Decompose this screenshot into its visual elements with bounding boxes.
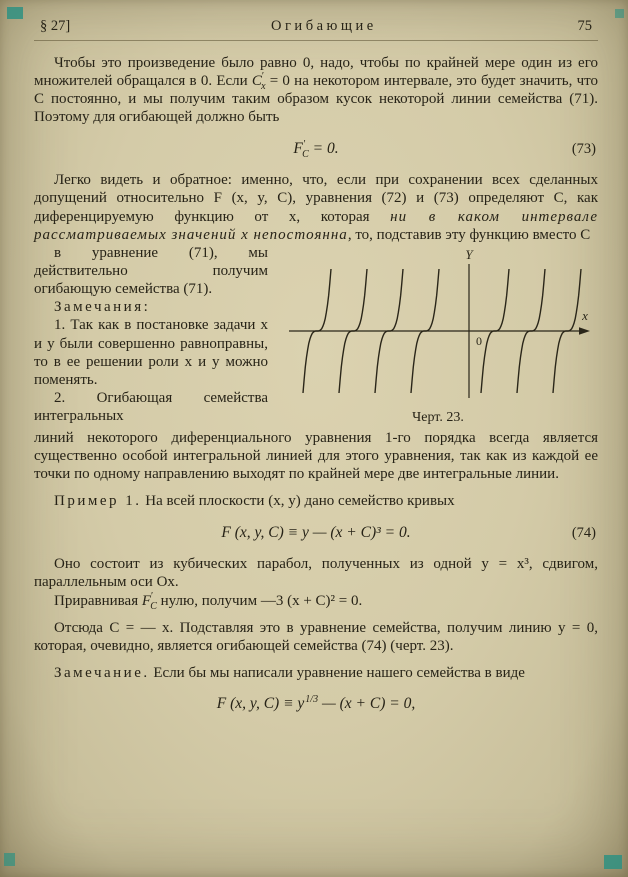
paragraph-3	[34, 429, 598, 483]
equation-73	[34, 140, 598, 159]
figure-23-svg	[281, 246, 595, 404]
text-run: , то, подставив эту функцию вместо C	[347, 226, 591, 243]
text-run: Замечания:	[54, 299, 151, 316]
paragraph-6	[34, 592, 598, 610]
prime-mark: ′	[302, 138, 306, 150]
text-run: 1. Так как в постановке задачи x и y были совершенно равноправны, то в ее решении роли x и y можно поменять.	[34, 317, 268, 388]
x-axis-arrow	[579, 327, 590, 335]
paragraph-7	[34, 619, 598, 655]
paragraph-2	[34, 171, 598, 244]
example-label: Пример 1.	[54, 493, 142, 510]
text-run: нулю, получим —3 (x + C)² = 0.	[156, 592, 363, 609]
scan-artifact-top-left	[7, 7, 23, 19]
page-header	[34, 16, 598, 41]
note-label: Замечание.	[54, 664, 150, 681]
text-run: = 0 на некотором интервале, это будет значить, что C постоянно, и мы получим таким образом кусок некоторой линии семейства (71). Поэтому для огибающей должно быть	[34, 73, 598, 126]
equation-number: (73)	[571, 140, 596, 157]
example-paragraph	[34, 492, 598, 510]
text-run: Легко видеть и обратное: именно, что, если при сохранении всех сделанных допущений относительно F (x, y, C), уравнения (72) и (73) определяют C, как диференцируемую функцию от x, которая	[34, 172, 598, 225]
paragraph-1	[34, 54, 598, 127]
prime-mark: ′	[151, 590, 154, 602]
equation-rest: = 0.	[308, 139, 339, 157]
subscript-C: C	[150, 600, 157, 612]
text-run: в уравнение (71), мы действительно получим огибающую семейства (71).	[34, 244, 268, 298]
scan-artifact-top-right	[615, 9, 624, 18]
note-paragraph	[34, 664, 598, 682]
equation-body	[217, 695, 415, 712]
text-run: Если бы мы написали уравнение нашего семейства в виде	[149, 664, 525, 681]
text-run: Приравнивая	[54, 592, 142, 609]
text-run: Чтобы это произведение было равно 0, надо, чтобы по крайней мере один из его множителей обращался в 0. Если	[34, 55, 598, 90]
subscript-x: x	[261, 81, 266, 93]
prime-mark: ′	[261, 71, 265, 83]
y-axis-label: Y	[465, 246, 473, 262]
equation-number: (74)	[571, 524, 596, 541]
text-run: — (x + C) = 0,	[318, 695, 416, 713]
equation-body: F (x, y, C) ≡ y — (x + C)³ = 0.	[221, 523, 411, 541]
emphasized-phrase: ни в каком интервале рассматриваемых значений x непостоянна	[34, 208, 598, 243]
text-run: 2. Огибающая семейства интегральных	[34, 390, 268, 425]
text-run: На всей плоскости (x, y) дано семейство кривых	[141, 493, 455, 510]
text-run: линий некоторого диференциального уравнения 1-го порядка всегда является существенно особой интегральной линией для этого уравнения, так как из каждой ее точки по одному направлению выходят по крайней мере две интегральные линии.	[34, 429, 598, 483]
text-run: Отсюда C = — x. Подставляя это в уравнение семейства, получим линию y = 0, которая, очевидно, является огибающей семейства (74) (черт. 23).	[34, 619, 598, 654]
scan-artifact-bottom-right	[604, 855, 622, 869]
origin-label: 0	[476, 333, 482, 348]
exponent-one-third: 1/3	[305, 693, 319, 705]
scan-artifact-bottom-left	[4, 853, 15, 866]
paragraph-5	[34, 555, 598, 591]
function-F: F	[293, 139, 303, 157]
section-marker: § 27]	[40, 18, 71, 34]
equation-74	[34, 524, 598, 543]
text-run: F (x, y, C) ≡ y	[216, 695, 305, 713]
figure-wrap-section	[34, 244, 598, 429]
running-title: Огибающие	[271, 18, 377, 34]
figure-23	[278, 246, 598, 427]
subscript-C: C	[302, 148, 309, 160]
function-F: F	[141, 592, 152, 609]
page-number: 75	[577, 18, 592, 34]
equation-body	[293, 138, 339, 160]
text-run: Оно состоит из кубических парабол, полученных из одной y = x³, сдвигом, параллельным оси Ox.	[34, 556, 598, 591]
x-axis-label: x	[582, 307, 588, 323]
page-body	[34, 54, 598, 714]
equation-final	[34, 695, 598, 714]
variable-C: C	[251, 73, 262, 90]
figure-caption: Черт. 23.	[412, 410, 464, 426]
